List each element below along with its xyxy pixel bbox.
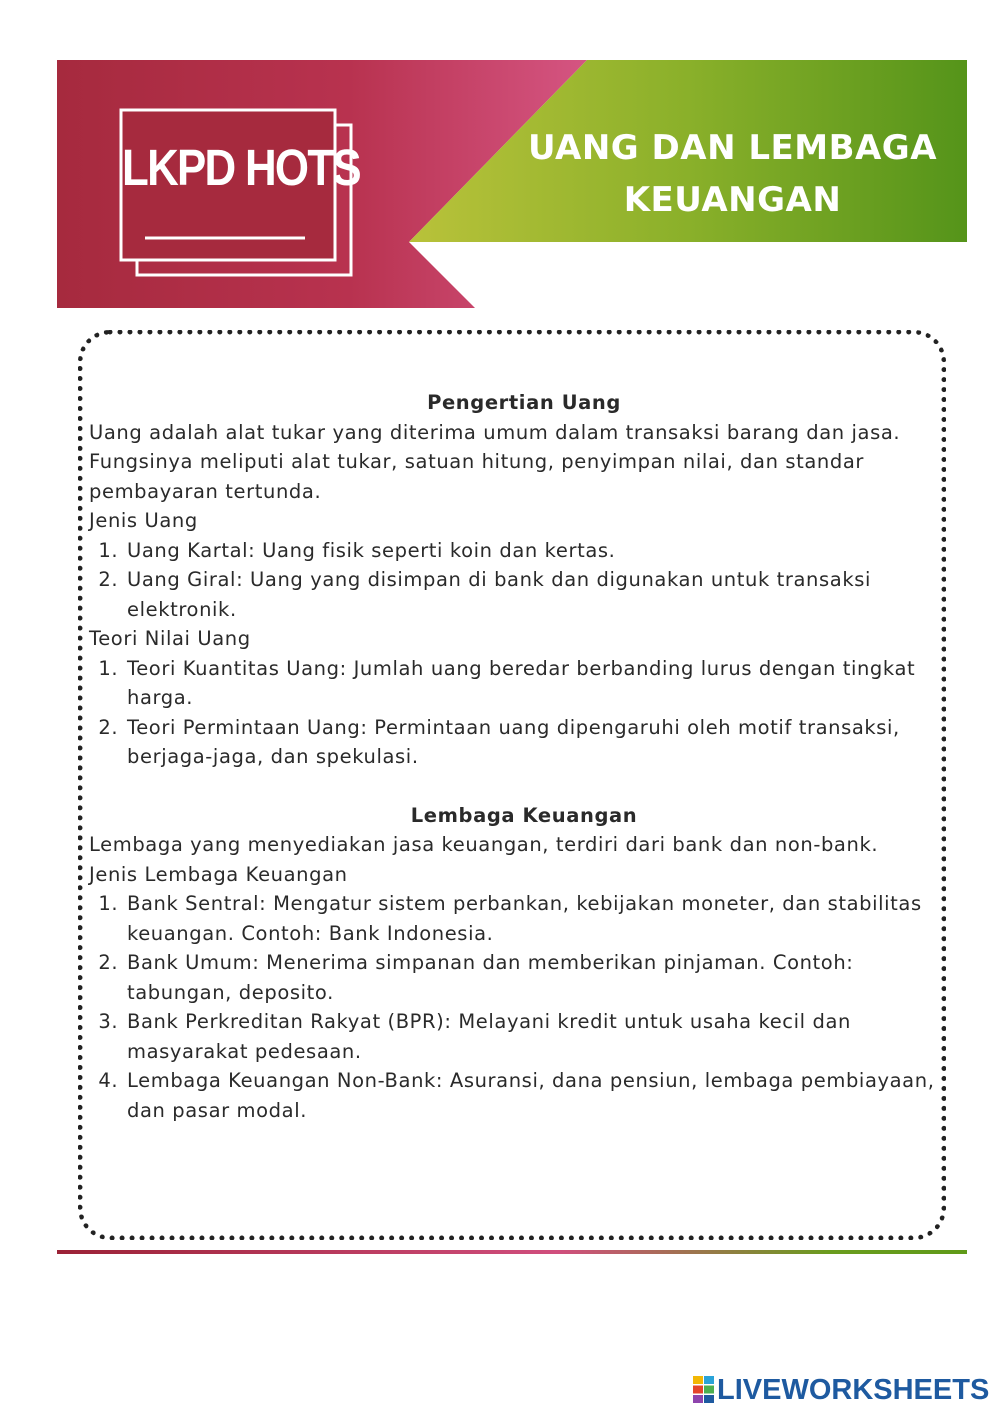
content-body	[89, 388, 939, 1125]
liveworksheets-brand[interactable]	[693, 1373, 989, 1407]
list-item: 1. Bank Sentral: Mengatur sistem perbankan, kebijakan moneter, dan stabilitas keuangan. Contoh: Bank Indonesia.	[125, 889, 939, 948]
money-theory-heading: Teori Nilai Uang	[89, 627, 251, 650]
title-line-1: UANG DAN LEMBAGA	[527, 128, 938, 168]
brand-wordmark: LIVEWORKSHEETS	[717, 1373, 990, 1406]
list-item: 3. Bank Perkreditan Rakyat (BPR): Melayani kredit untuk usaha kecil dan masyarakat pedesaan.	[125, 1007, 939, 1066]
money-types-heading: Jenis Uang	[89, 509, 198, 532]
badge-label: LKPD HOTS	[122, 139, 360, 196]
institutions-definition: Lembaga yang menyediakan jasa keuangan, terdiri dari bank dan non-bank.	[89, 833, 879, 856]
divider	[57, 1250, 967, 1254]
liveworksheets-logo-icon	[693, 1376, 715, 1404]
section-heading-institutions: Lembaga Keuangan	[410, 803, 638, 827]
institution-types-heading: Jenis Lembaga Keuangan	[89, 862, 348, 886]
list-item: 2. Bank Umum: Menerima simpanan dan memberikan pinjaman. Contoh: tabungan, deposito.	[125, 948, 939, 1007]
page-title	[505, 122, 960, 226]
money-theory-list	[89, 654, 939, 772]
section-heading-money: Pengertian Uang	[427, 391, 621, 414]
list-item: 4. Lembaga Keuangan Non-Bank: Asuransi, dana pensiun, lembaga pembiayaan, dan pasar modal.	[125, 1066, 939, 1125]
institution-types-list	[89, 889, 939, 1125]
list-item: 1. Uang Kartal: Uang fisik seperti koin dan kertas.	[125, 536, 939, 566]
list-item: 2. Uang Giral: Uang yang disimpan di bank dan digunakan untuk transaksi elektronik.	[125, 565, 939, 624]
list-item: 2. Teori Permintaan Uang: Permintaan uang dipengaruhi oleh motif transaksi, berjaga-jaga, dan spekulasi.	[125, 713, 939, 772]
title-line-2: KEUANGAN	[623, 180, 842, 220]
money-types-list	[89, 536, 939, 625]
money-definition: Uang adalah alat tukar yang diterima umum dalam transaksi barang dan jasa. Fungsinya meliputi alat tukar, satuan hitung, penyimpan nilai, dan standar pembayaran tertunda.	[89, 420, 901, 503]
list-item: 1. Teori Kuantitas Uang: Jumlah uang beredar berbanding lurus dengan tingkat harga.	[125, 654, 939, 713]
